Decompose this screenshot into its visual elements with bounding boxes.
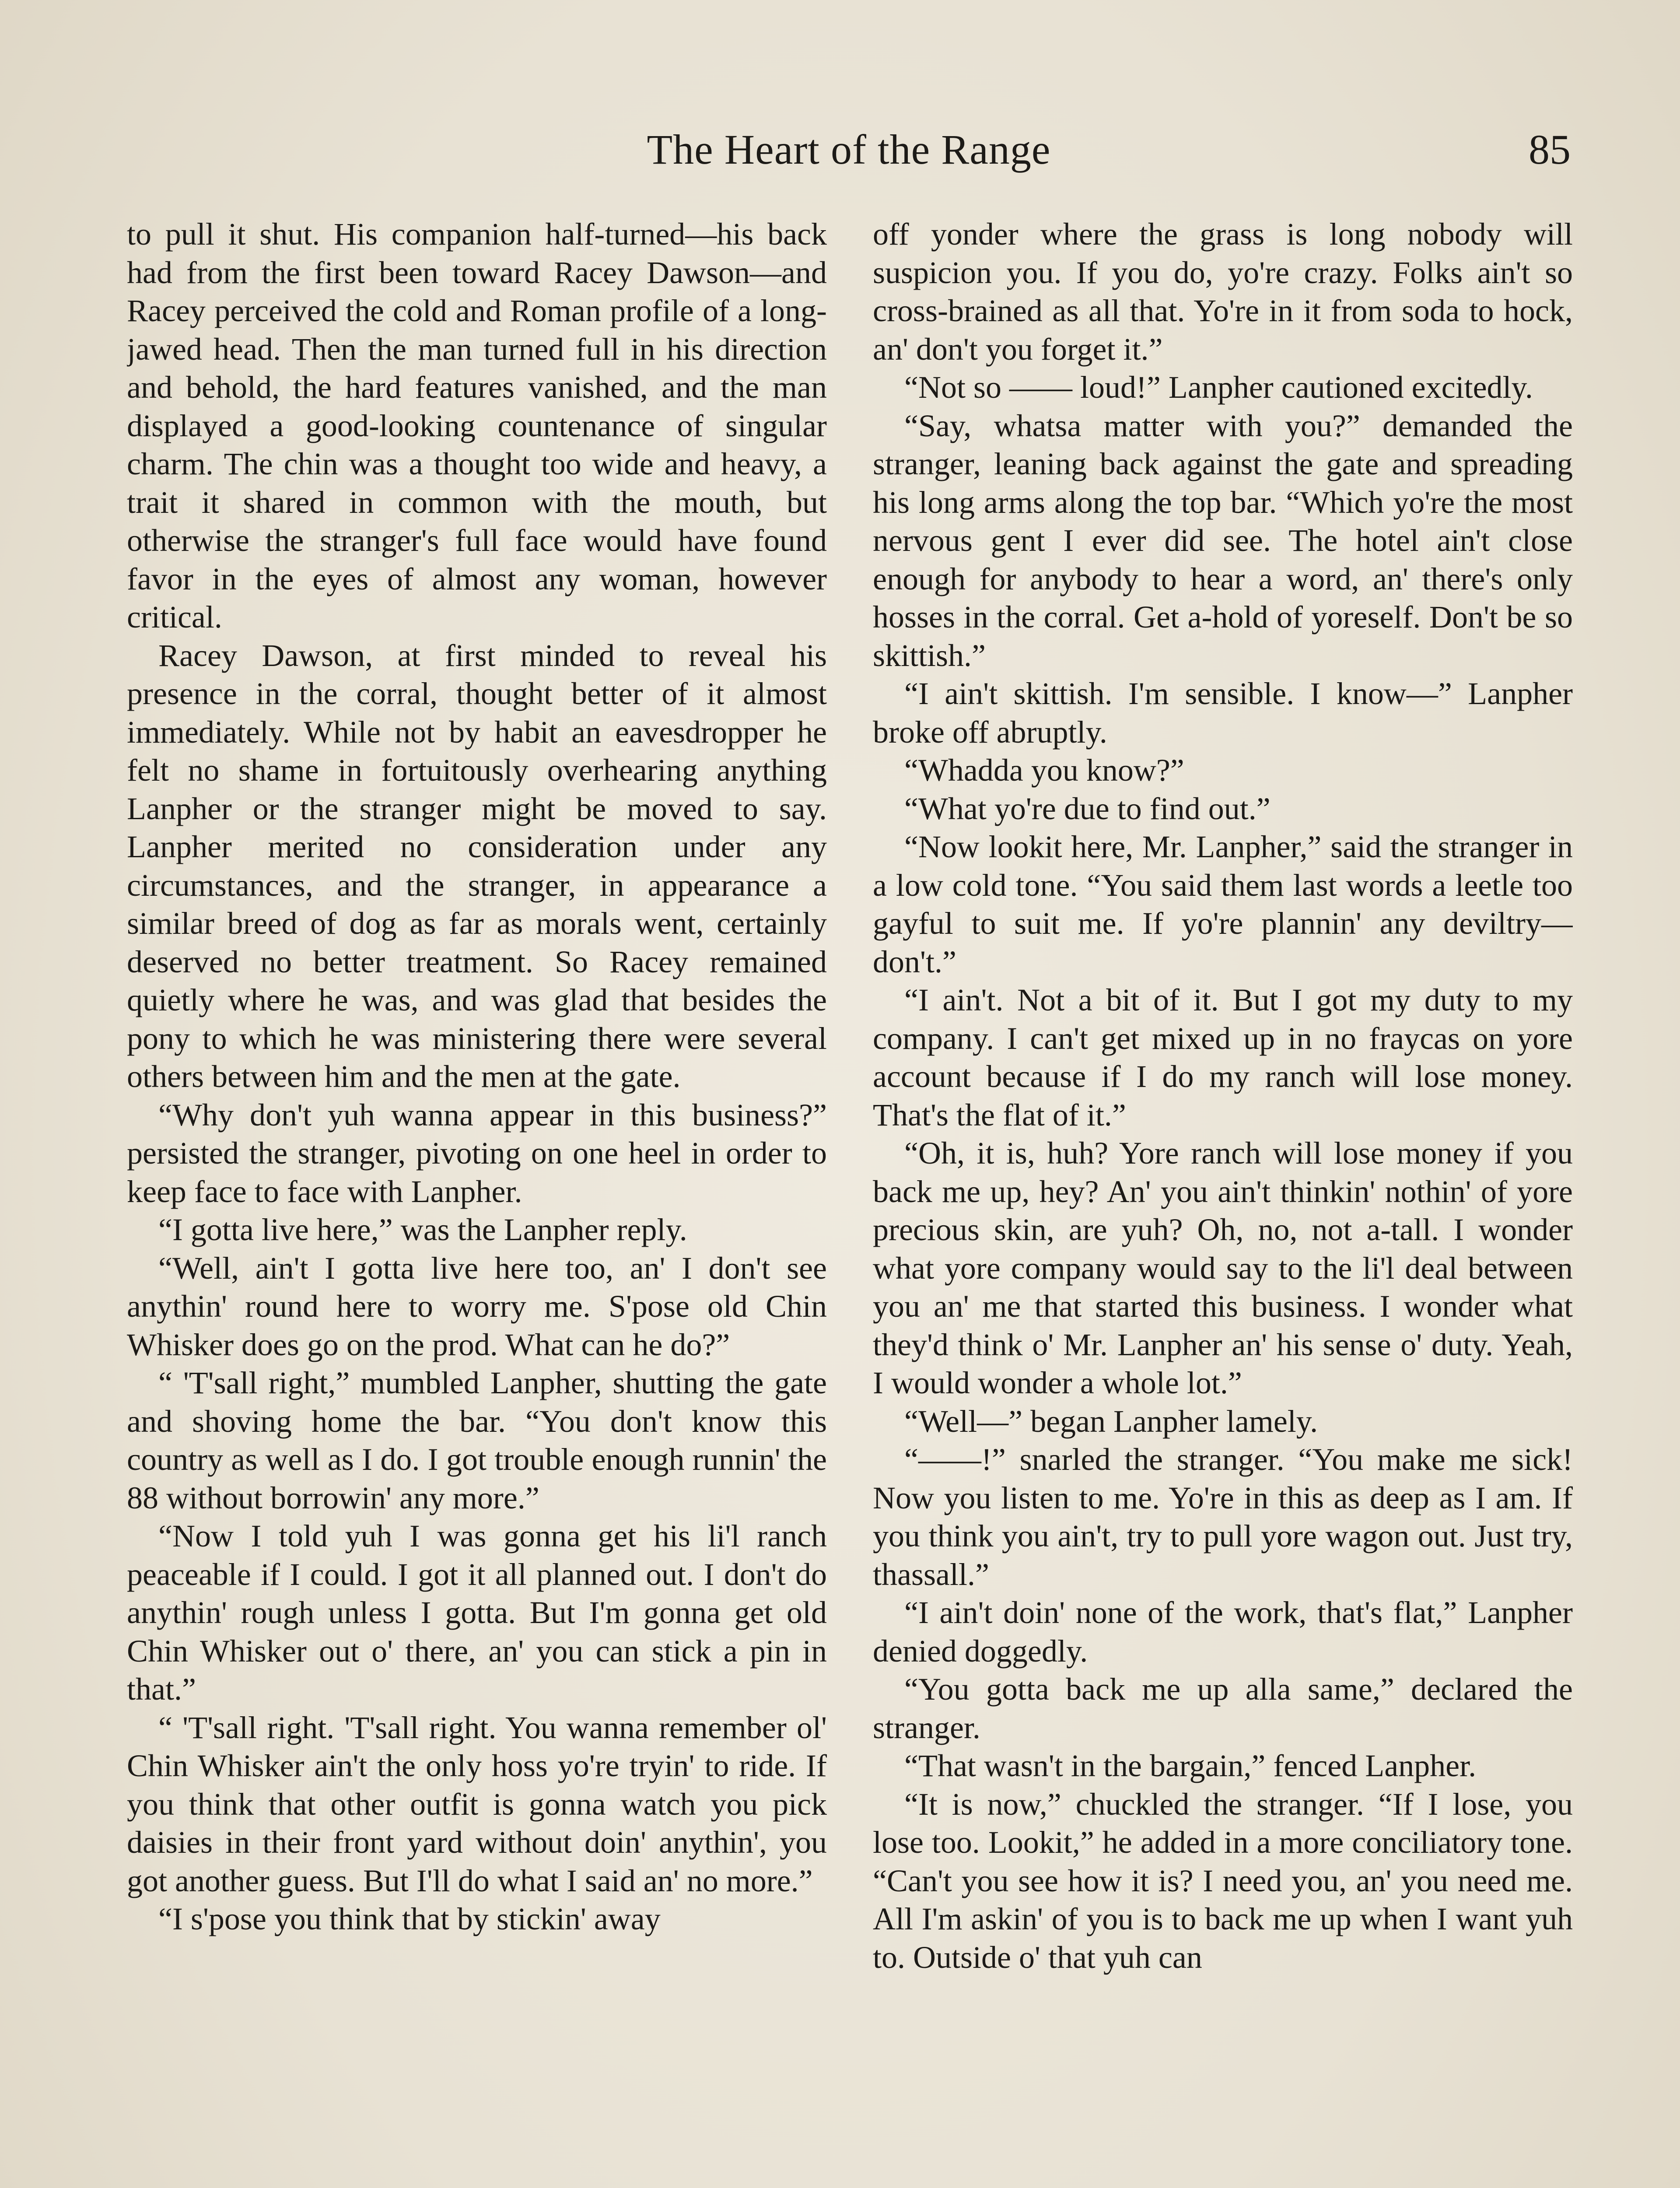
paragraph: “ 'T'sall right,” mumbled Lanpher, shutting the gate and shoving home the bar. “You don't know this country as well as I do. I got trouble enough runnin' the 88 without borrowin' any more.” (127, 1365, 827, 1515)
paragraph: “I ain't. Not a bit of it. But I got my duty to my company. I can't get mixed up in no fraycas on yore account because if I do my ranch will lose money. That's the flat of it.” (873, 982, 1573, 1133)
page-title: The Heart of the Range (647, 126, 1051, 173)
left-column (127, 215, 827, 2188)
paragraph: “Whadda you know?” (904, 753, 1184, 788)
paragraph: Racey Dawson, at first minded to reveal his presence in the corral, thought better of it almost immediately. While not by habit an eavesdropper he felt no shame in fortuitously overhearing anything Lanpher or the stranger might be moved to say. Lanpher merited no consideration under any circumstances, and the stranger, in appearance a similar breed of dog as far as morals went, certainly deserved no better treatment. So Racey remained quietly where he was, and was glad that besides the pony to which he was ministering there were several others between him and the men at the gate. (127, 638, 827, 1094)
paragraph: “——!” snarled the stranger. “You make me sick! Now you listen to me. Yo're in this as deep as I am. If you think you ain't, try to pull yore wagon out. Just try, thassall.” (873, 1442, 1573, 1592)
paragraph: “Now lookit here, Mr. Lanpher,” said the stranger in a low cold tone. “You said them last words a leetle too gayful to suit me. If yo're plannin' any deviltry—don't.” (873, 829, 1573, 979)
paragraph: “You gotta back me up alla same,” declared the stranger. (873, 1672, 1573, 1745)
right-column (873, 215, 1573, 2188)
paragraph: “Why don't yuh wanna appear in this business?” persisted the stranger, pivoting on one heel in order to keep face to face with Lanpher. (127, 1097, 827, 1209)
paragraph: “Well, ain't I gotta live here too, an' I don't see anythin' round here to worry me. S'pose old Chin Whisker does go on the prod. What can he do?” (127, 1250, 827, 1362)
paragraph: to pull it shut. His companion half-turned—his back had from the first been toward Racey Dawson—and Racey perceived the cold and Roman profile of a long-jawed head. Then the man turned full in his direction and behold, the hard features vanished, and the man displayed a good-looking countenance of singular charm. The chin was a thought too wide and heavy, a trait it shared in common with the mouth, but otherwise the stranger's full face would have found favor in the eyes of almost any woman, however critical. (127, 217, 827, 635)
paragraph: “What yo're due to find out.” (904, 791, 1270, 826)
paragraph: “Say, whatsa matter with you?” demanded the stranger, leaning back against the gate and spreading his long arms along the top bar. “Which yo're the most nervous gent I ever did see. The hotel ain't close enough for anybody to hear a word, an' there's only hosses in the corral. Get a-hold of yoreself. Don't be so skittish.” (873, 408, 1573, 673)
paragraph: “ 'T'sall right. 'T'sall right. You wanna remember ol' Chin Whisker ain't the only hoss yo're tryin' to ride. If you think that other outfit is gonna watch you pick daisies in their front yard without doin' anythin', you got another guess. But I'll do what I said an' no more.” (127, 1710, 827, 1898)
paragraph: “Now I told yuh I was gonna get his li'l ranch peaceable if I could. I got it all planned out. I don't do anythin' rough unless I gotta. But I'm gonna get old Chin Whisker out o' there, an' you can stick a pin in that.” (127, 1518, 827, 1707)
paragraph: “I gotta live here,” was the Lanpher reply. (158, 1212, 687, 1247)
page-number: 85 (1529, 126, 1571, 173)
running-header (127, 123, 1571, 185)
paragraph: “I ain't skittish. I'm sensible. I know—” Lanpher broke off abruptly. (873, 676, 1573, 750)
paragraph: “That wasn't in the bargain,” fenced Lanpher. (904, 1748, 1477, 1783)
paragraph: “I ain't doin' none of the work, that's flat,” Lanpher denied doggedly. (873, 1595, 1573, 1669)
paragraph: “Not so —— loud!” Lanpher cautioned excitedly. (904, 370, 1533, 405)
paragraph: off yonder where the grass is long nobody will suspicion you. If you do, yo're crazy. Folks ain't so cross-brained as all that. Yo're in it from soda to hock, an' don't you forget it.” (873, 217, 1573, 367)
paragraph: “Well—” began Lanpher lamely. (904, 1403, 1318, 1439)
paragraph: “It is now,” chuckled the stranger. “If I lose, you lose too. Lookit,” he added in a more conciliatory tone. “Can't you see how it is? I need you, an' you need me. All I'm askin' of you is to back me up when I want yuh to. Outside o' that yuh can (873, 1786, 1573, 1975)
paragraph: “Oh, it is, huh? Yore ranch will lose money if you back me up, hey? An' you ain't thinkin' nothin' of yore precious skin, are yuh? Oh, no, not a-tall. I wonder what yore company would say to the li'l deal between you an' me that started this business. I wonder what they'd think o' Mr. Lanpher an' his sense o' duty. Yeah, I would wonder a whole lot.” (873, 1136, 1573, 1400)
paragraph: “I s'pose you think that by stickin' away (158, 1901, 661, 1936)
